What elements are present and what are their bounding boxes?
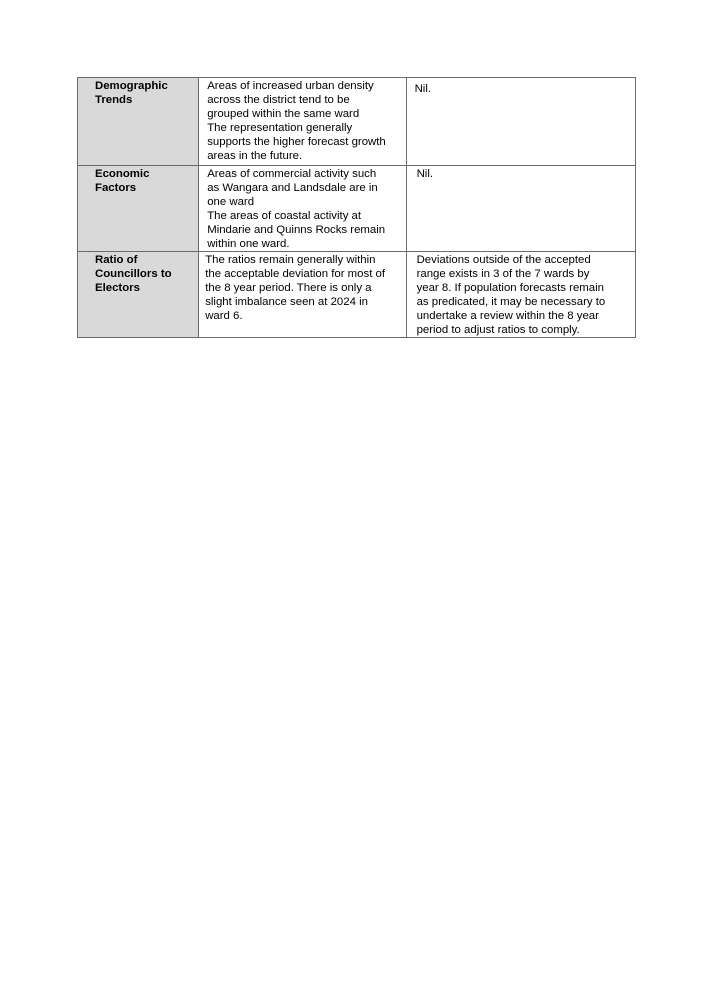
note-cell [406,78,635,166]
row-label-line: Economic [95,168,150,180]
table-row [78,252,636,338]
note-line: period to adjust ratios to comply. [416,324,580,336]
note-line: undertake a review within the 8 year [416,310,599,322]
description-line: The representation generally [207,122,353,134]
note-line: range exists in 3 of the 7 wards by [416,268,590,280]
description-line: one ward [207,196,255,208]
description-line: grouped within the same ward [207,108,360,120]
table-row [78,166,636,252]
note-line: as predicated, it may be necessary to [416,296,606,308]
description-line: The ratios remain generally within [205,254,376,266]
row-label-cell [78,252,199,338]
description-line: ward 6. [205,310,243,322]
description-line: as Wangara and Landsdale are in [207,182,378,194]
row-label-line: Councillors to [95,268,172,280]
description-line: Areas of increased urban density [207,80,374,92]
row-label-cell [78,166,199,252]
note-line: Nil. [414,83,432,95]
description-line: supports the higher forecast growth [207,136,386,148]
note-line: Deviations outside of the accepted [416,254,591,266]
note-cell [406,252,635,338]
description-line: slight imbalance seen at 2024 in [205,296,368,308]
description-line: the acceptable deviation for most of [205,268,386,280]
row-label-line: Demographic [95,80,168,92]
description-cell [199,78,406,166]
description-line: within one ward. [207,238,290,250]
row-label-line: Trends [95,94,133,106]
row-label-line: Factors [95,182,137,194]
description-cell [199,166,406,252]
row-label-line: Ratio of [95,254,138,266]
description-line: across the district tend to be [207,94,350,106]
description-cell [199,252,406,338]
description-line: the 8 year period. There is only a [205,282,372,294]
row-label-cell [78,78,199,166]
note-line: Nil. [416,168,434,180]
description-line: Areas of commercial activity such [207,168,377,180]
row-label-line: Electors [95,282,140,294]
description-line: areas in the future. [207,150,303,162]
table-row [78,78,636,166]
description-line: Mindarie and Quinns Rocks remain [207,224,386,236]
factors-table [77,77,636,338]
description-line: The areas of coastal activity at [207,210,362,222]
note-cell [406,166,635,252]
note-line: year 8. If population forecasts remain [416,282,604,294]
